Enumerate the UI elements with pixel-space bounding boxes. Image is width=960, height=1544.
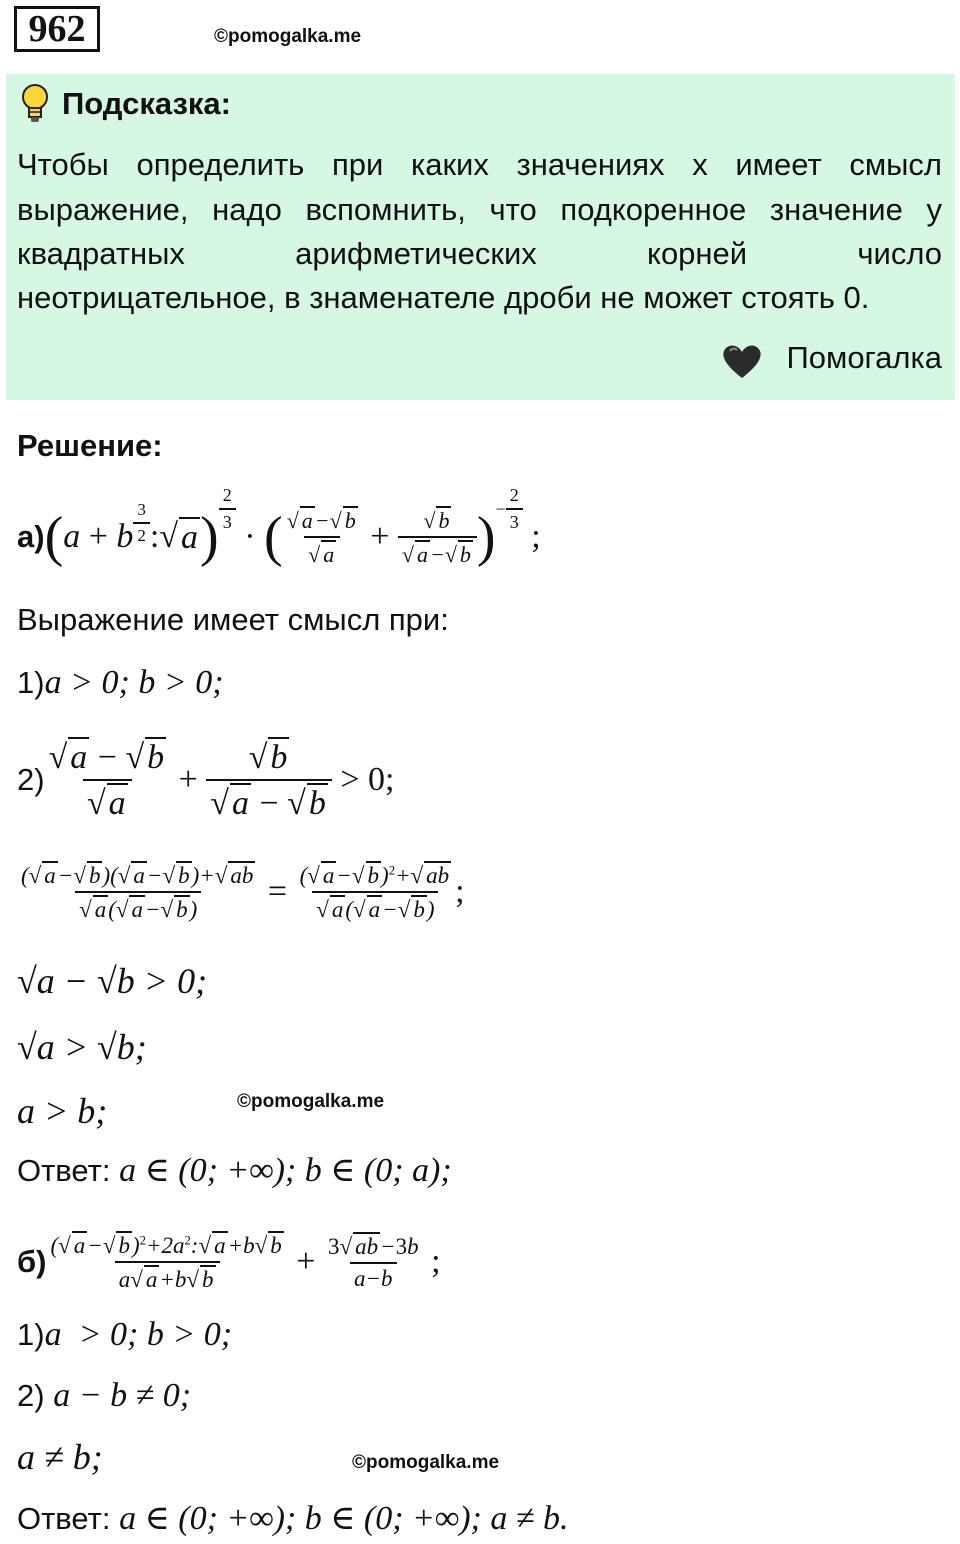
condition-2-label: 2) <box>17 762 45 797</box>
step-sqrt-diff: √a − √b > 0; <box>17 961 208 1001</box>
b-condition-1-label: 1) <box>17 1317 45 1352</box>
solution-heading: Решение: <box>17 428 163 463</box>
condition-1-label: 1) <box>17 665 45 700</box>
b-condition-2 <box>17 1377 191 1415</box>
lightbulb-icon <box>18 82 52 124</box>
hint-title: Подсказка: <box>62 86 231 121</box>
condition-2: 2) $\frac{√a - √b}{√a}$ + $\frac{√b}{√a - √b}$ > 0; <box>17 739 395 822</box>
hint-line: неотрицательное, в знаменателе дроби не может стоять 0. <box>17 280 870 315</box>
watermark: ©pomogalka.me <box>237 1091 385 1112</box>
hint-line: Чтобы определить при каких значениях x имеет смысл <box>17 147 942 182</box>
hint-line: квадратных арифметических корней число <box>17 236 942 271</box>
b-condition-1 <box>17 1316 232 1354</box>
meaning-text: Выражение имеет смысл при: <box>17 602 449 637</box>
part-a-label: а) <box>17 519 45 554</box>
combined-fraction: $\frac{(√ a-√ b)(√ a-√ b)+√ ab}{√ a(√ a-√ b)}$ = $\frac{(√ a-√ b)^2+√ ab}{√ a(√ a-√ b)}$ ; <box>21 863 465 922</box>
watermark: ©pomogalka.me <box>352 1452 500 1473</box>
answer-b-label: Ответ: <box>17 1501 111 1536</box>
answer-a-label: Ответ: <box>17 1153 111 1188</box>
problem-number: 962 <box>14 6 100 52</box>
answer-b <box>17 1498 569 1538</box>
hint-line: выражение, надо вспомнить, что подкоренное значение у <box>17 192 942 227</box>
condition-1-expr: a > 0; b > 0; <box>44 664 224 701</box>
b-condition-2-expr: a − b ≠ 0; <box>53 1377 192 1414</box>
b-condition-1-expr: a > 0; b > 0; <box>44 1316 233 1353</box>
condition-2-rhs: > 0; <box>340 761 395 798</box>
answer-b-value: a ∈ (0; +∞); b ∈ (0; +∞); a ≠ b. <box>119 1500 569 1537</box>
watermark: ©pomogalka.me <box>214 26 362 47</box>
part-b-label: б) <box>17 1244 47 1279</box>
step-a-greater-b: a > b; <box>17 1091 108 1131</box>
expression-b: б) $\frac{(√ a-√ b)^2+2a^2:√ a+b√ b}{a√ a+b√ b}$ + $\frac{3√ ab-3b}{a-b}$ ; <box>17 1233 441 1292</box>
b-condition-2-label: 2) <box>17 1378 45 1413</box>
expression-a: а) ( a + b $^{\frac{3}{2}}$ : √ a ) $\frac{2}{3}$ · ( $\frac{√ a-√ b}{√ a}$ + $\frac{√ b}{√ a-√ b}$ ) − $\frac{2}{3}$ ; <box>17 485 541 568</box>
answer-a <box>17 1150 452 1190</box>
step-sqrt-compare: √a > √b; <box>17 1027 147 1067</box>
b-step: a ≠ b; <box>17 1437 103 1477</box>
brand-name: Помогалка <box>786 340 942 375</box>
condition-1 <box>17 664 224 702</box>
answer-a-value: a ∈ (0; +∞); b ∈ (0; a); <box>119 1152 452 1189</box>
heart-icon <box>720 342 764 380</box>
